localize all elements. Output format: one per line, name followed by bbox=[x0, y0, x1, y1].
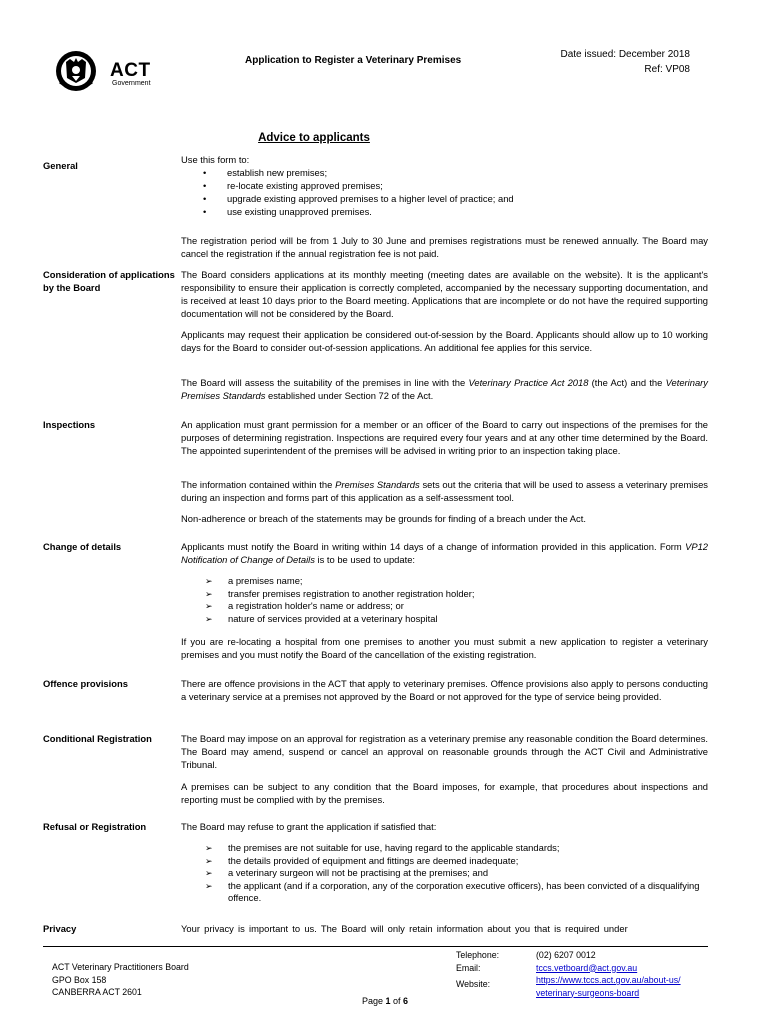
page-total: 6 bbox=[403, 996, 409, 1006]
text: The information contained within the bbox=[181, 479, 336, 490]
list-item: ➢ the premises are not suitable for use, having regard to the applicable standards; bbox=[181, 842, 708, 855]
act-title: Veterinary Practice Act 2018 bbox=[468, 377, 589, 388]
label-privacy: Privacy bbox=[43, 923, 77, 934]
list-item: ➢ the applicant (and if a corporation, any of the corporation executive officers), has been convicted of a disqualifying offence. bbox=[181, 880, 708, 905]
email-link[interactable]: tccs.vetboard@act.gov.au bbox=[536, 962, 638, 973]
label-refusal: Refusal or Registration bbox=[43, 821, 147, 832]
list-item: • use existing unapproved premises. bbox=[181, 205, 708, 218]
standards-title: Veterinary Premises Standards bbox=[181, 377, 708, 401]
telephone-label: Telephone: bbox=[456, 950, 500, 960]
website-label: Website: bbox=[456, 979, 491, 989]
reference-number: Ref: VP08 bbox=[644, 64, 690, 75]
list-item: • upgrade existing approved premises to a higher level of practice; and bbox=[181, 192, 708, 205]
inspections-p1: An application must grant permission for a member or an officer of the Board to carry out inspections of the premises for the purposes of determining registration. Inspections are required every four years and at any other time determined by the Board. The appointed superintendent of the premises will be advised in writing prior to an inspection taking place. bbox=[181, 419, 708, 456]
consideration-p3 bbox=[181, 376, 708, 402]
change-list-wrap bbox=[181, 575, 708, 625]
list-item: ➢ the details provided of equipment and fittings are deemed inadequate; bbox=[181, 855, 708, 868]
list-item: ➢ nature of services provided at a veterinary hospital bbox=[181, 613, 708, 626]
refusal-list bbox=[181, 842, 708, 905]
footer-org: ACT Veterinary Practitioners Board bbox=[52, 962, 189, 972]
section-heading: Advice to applicants bbox=[258, 132, 370, 144]
document-title: Application to Register a Veterinary Premises bbox=[245, 55, 462, 66]
label-consideration: Consideration of applications by the Board bbox=[43, 269, 175, 293]
privacy-p1: Your privacy is important to us. The Board will only retain information about you that is required under bbox=[181, 923, 628, 934]
offence-p1: There are offence provisions in the ACT that apply to veterinary premises. Offence provisions also apply to persons conducting a veterinary service at a premises not approved by the Board or not approved for the type of service being provided. bbox=[181, 678, 708, 702]
website-link[interactable]: https://www.tccs.act.gov.au/about-us/ bbox=[536, 975, 681, 985]
list-item: ➢ a veterinary surgeon will not be practising at the premises; and bbox=[181, 867, 708, 880]
footer-box: GPO Box 158 bbox=[52, 974, 107, 985]
website-link-cont[interactable]: veterinary-surgeons-board bbox=[536, 987, 640, 998]
list-item: • re-locate existing approved premises; bbox=[181, 179, 708, 192]
list-item: ➢ transfer premises registration to another registration holder; bbox=[181, 588, 708, 601]
footer-contact-labels bbox=[456, 949, 499, 974]
text: is to be used to update: bbox=[314, 554, 416, 565]
refusal-list-wrap bbox=[181, 842, 708, 905]
text: The Board will assess the suitability of the premises in line with the bbox=[181, 377, 469, 388]
text: sets out the criteria that will be used to assess a veterinary premises during an inspection and forms part of this application as a self-assessment tool. bbox=[181, 479, 708, 503]
label-inspections: Inspections bbox=[43, 419, 96, 430]
label-conditional-registration: Conditional Registration bbox=[43, 733, 152, 744]
refusal-p1: The Board may refuse to grant the application if satisfied that: bbox=[181, 821, 437, 832]
form-title: VP12 Notification of Change of Details bbox=[181, 541, 708, 565]
text: Page bbox=[361, 996, 386, 1006]
change-p1 bbox=[181, 540, 708, 566]
list-item: ➢ a premises name; bbox=[181, 575, 708, 588]
conditional-p2: A premises can be subject to any condition that the Board imposes, for example, that procedures about inspections and reporting must be complied with by the premises. bbox=[181, 781, 708, 805]
inspections-p2 bbox=[181, 478, 708, 504]
list-item: • establish new premises; bbox=[181, 166, 708, 179]
general-intro: Use this form to: bbox=[181, 154, 250, 165]
label-general: General bbox=[43, 160, 78, 171]
logo-subtext: Government bbox=[112, 80, 151, 87]
footer-address bbox=[52, 961, 189, 999]
general-list bbox=[181, 166, 708, 218]
footer-city: CANBERRA ACT 2601 bbox=[52, 987, 142, 997]
consideration-p2: Applicants may request their application be considered out-of-session by the Board. Applicants should allow up to 10 working days for the Board to consider out-of-session applications. An additional fee applies for this service. bbox=[181, 329, 708, 353]
change-list bbox=[181, 575, 708, 625]
logo-text: ACT bbox=[110, 60, 151, 81]
conditional-p1: The Board may impose on an approval for registration as a veterinary premise any reasonable condition the Board determines. The Board may amend, suspend or cancel an approval on reasonable grounds through the ACT Civil and Administrative Tribunal. bbox=[181, 733, 708, 770]
general-section bbox=[181, 153, 708, 218]
text: (the Act) and the bbox=[588, 377, 666, 388]
label-offence-provisions: Offence provisions bbox=[43, 678, 128, 689]
change-p2: If you are re-locating a hospital from one premises to another you must submit a new application to register a veterinary premises and you must notify the Board of the cancellation of the existing registration. bbox=[181, 636, 708, 660]
email-label: Email: bbox=[456, 962, 481, 973]
label-change-of-details: Change of details bbox=[43, 541, 122, 552]
text: of bbox=[390, 996, 404, 1006]
text: established under Section 72 of the Act. bbox=[265, 390, 434, 401]
date-issued: Date issued: December 2018 bbox=[560, 49, 690, 60]
text: Applicants must notify the Board in writing within 14 days of a change of information provided in this application. Form bbox=[181, 541, 686, 552]
consideration-p1: The Board considers applications at its monthly meeting (meeting dates are available on the website). It is the applicant's responsibility to ensure their application is correctly completed, accompanied by the necessary supporting documentation, and is received at least 10 days prior to the Board meeting. Applications that are incomplete or do not have the required supporting documentation will not be considered by the Board. bbox=[181, 269, 708, 319]
premises-standards-title: Premises Standards bbox=[335, 479, 420, 490]
footer-contact-values bbox=[536, 949, 681, 999]
registration-period: The registration period will be from 1 July to 30 June and premises registrations must be renewed annually. The Board may cancel the registration if the annual registration fee is not paid. bbox=[181, 235, 708, 259]
list-item: ➢ a registration holder's name or address; or bbox=[181, 600, 708, 613]
footer-divider bbox=[43, 946, 708, 947]
page-current: 1 bbox=[385, 996, 391, 1006]
page-number bbox=[0, 996, 770, 1006]
telephone-value: (02) 6207 0012 bbox=[536, 950, 596, 960]
inspections-p3: Non-adherence or breach of the statements may be grounds for finding of a breach under the Act. bbox=[181, 513, 586, 524]
